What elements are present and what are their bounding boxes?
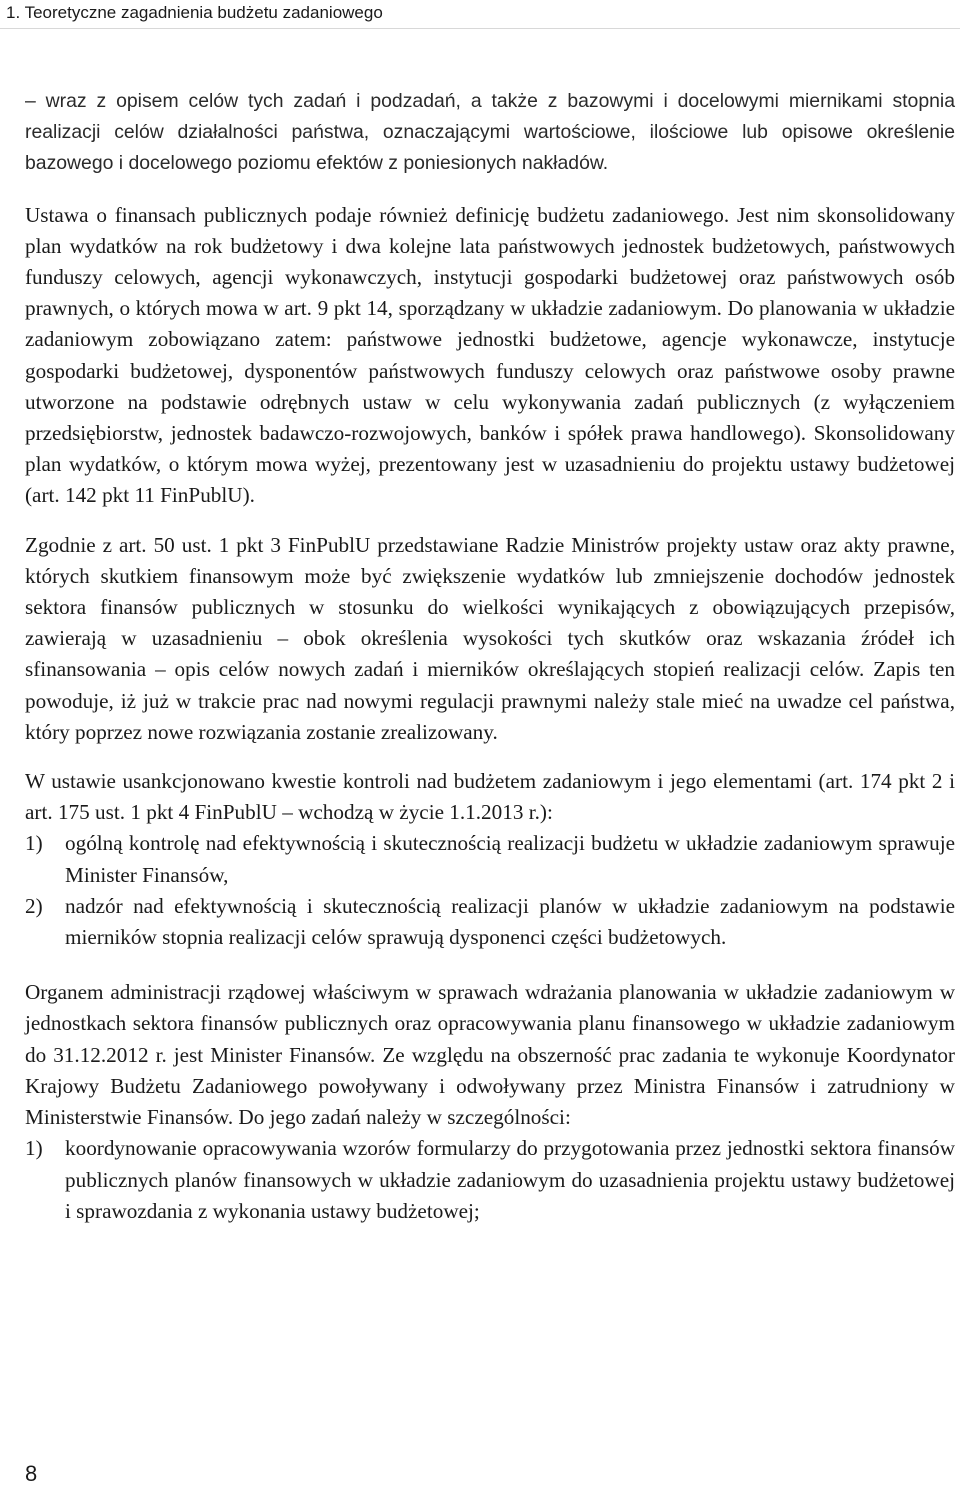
running-header — [0, 0, 960, 29]
paragraph-art-50: Zgodnie z art. 50 ust. 1 pkt 3 FinPublU przedstawiane Radzie Ministrów projekty ustaw oraz akty prawne, których skutkiem finansowym może być zwiększenie wydatków lub zmniejszenie dochodów jednostek sektora finansów publicznych w stosunku do wielkości wynikających z obowiązujących przepisów, zawierają w uzasadnieniu – obok określenia wysokości tych skutków oraz wskazania źródeł ich sfinansowania – opis celów nowych zadań i mierników określających stopień realizacji celów. Zapis ten powoduje, iż już w trakcie prac nad nowymi regulacji prawnymi należy stale mieć na uwadze cel państwa, który poprzez nowe rozwiązania zostanie zrealizowany. — [25, 532, 955, 744]
paragraph-control: W ustawie usankcjonowano kwestie kontroli nad budżetem zadaniowym i jego elementami (art. 174 pkt 2 i art. 175 ust. 1 pkt 4 FinPublU – wchodzą w życie 1.1.2013 r.): — [25, 769, 955, 825]
list-item-text: koordynowanie opracowywania wzorów formularzy do przygotowania przez jednostki sektora finansów publicznych planów finansowych w układzie zadaniowym do uzasadnienia projektu ustawy budżetowej i sprawozdania z wykonania ustawy budżetowej; — [65, 1136, 955, 1223]
list-item-text: ogólną kontrolę nad efektywnością i skutecznością realizacji budżetu w układzie zadaniowym sprawuje Minister Finansów, — [65, 831, 955, 887]
paragraph-definition: Ustawa o finansach publicznych podaje również definicję budżetu zadaniowego. Jest nim skonsolidowany plan wydatków na rok budżetowy i dwa kolejne lata państwowych jednostek budżetowych, państwowych funduszy celowych, agencji wykonawczych, instytucji gospodarki budżetowej oraz państwowych osób prawnych, o których mowa w art. 9 pkt 14, sporządzany w układzie zadaniowym. Do planowania w układzie zadaniowym zobowiązano zatem: państwowe jednostki budżetowe, agencje wykonawcze, instytucje gospodarki budżetowej, dysponentów państwowych funduszy celowych oraz państwowe osoby prawne utworzone na podstawie odrębnych ustaw w celu wykonywania zadań publicznych (z wyłączeniem przedsiębiorstw, jednostek badawczo-rozwojowych, banków i spółek prawa handlowego). Skonsolidowany plan wydatków, o którym mowa wyżej, prezentowany jest w uzasadnieniu do projektu ustawy budżetowej (art. 142 pkt 11 FinPublU). — [25, 202, 955, 508]
coordinator-tasks-list — [25, 1133, 955, 1227]
list-item — [25, 1133, 955, 1227]
chapter-title: 1. Teoretyczne zagadnienia budżetu zadaniowego — [6, 3, 383, 22]
list-item-text: nadzór nad efektywnością i skutecznością realizacji planów w układzie zadaniowym na podstawie mierników stopnia realizacji celów sprawują dysponenci części budżetowych. — [65, 893, 955, 950]
list-item-number: 1) — [25, 831, 43, 856]
list-item — [25, 828, 955, 890]
list-item-number: 2) — [25, 893, 43, 918]
control-list — [25, 828, 955, 953]
page-body — [25, 86, 955, 1227]
list-item-number: 1) — [25, 1136, 43, 1161]
paragraph-intro: – wraz z opisem celów tych zadań i podzadań, a także z bazowymi i docelowymi miernikami stopnia realizacji celów działalności państwa, oznaczającymi wartościowe, ilościowe lub opisowe określenie bazowego i docelowego poziomu efektów z poniesionych nakładów. — [25, 90, 955, 175]
page-number: 8 — [25, 1461, 38, 1486]
list-item — [25, 891, 955, 953]
paragraph-coordinator: Organem administracji rządowej właściwym w sprawach wdrażania planowania w układzie zadaniowym w jednostkach sektora finansów publicznych oraz opracowywania planu finansowego w układzie zadaniowym do 31.12.2012 r. jest Minister Finansów. Ze względu na obszerność prac zadania te wykonuje Koordynator Krajowy Budżetu Zadaniowego powoływany i odwoływany przez Ministra Finansów i zatrudniony w Ministerstwie Finansów. Do jego zadań należy w szczególności: — [25, 980, 955, 1130]
